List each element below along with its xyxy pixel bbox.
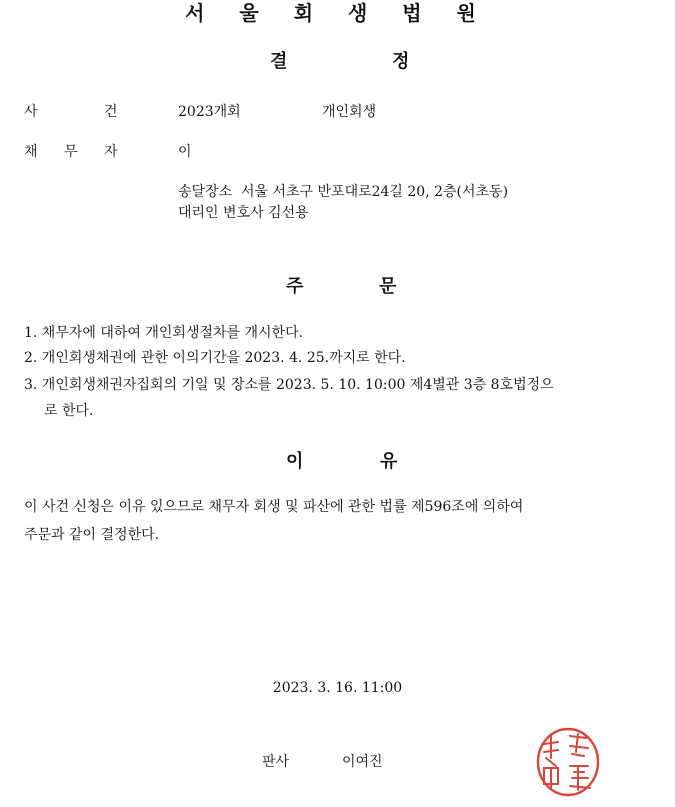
order-heading-left: 주: [286, 276, 304, 297]
reason-text-line-1: 이 사건 신청은 이유 있으므로 채무자 회생 및 파산에 관한 법률 제596조에 의하여: [24, 499, 524, 515]
order-item-2: 2. 개인회생채권에 관한 이의기간을 2023. 4. 25.까지로 한다.: [24, 350, 406, 366]
debtor-label-char-1: 채: [24, 144, 38, 160]
debtor-agent: 대리인 변호사 김선용: [178, 205, 309, 221]
order-heading-right: 문: [379, 276, 397, 297]
reason-heading-right: 유: [380, 451, 398, 472]
case-name: 개인회생: [322, 104, 377, 120]
debtor-label-char-2: 무: [64, 144, 78, 160]
debtor-name: 이: [178, 144, 192, 160]
debtor-label-char-3: 자: [104, 144, 118, 160]
order-item-3-continued: 로 한다.: [44, 403, 94, 419]
judge-title: 판사: [262, 754, 290, 770]
reason-text-line-2: 주문과 같이 결정한다.: [24, 527, 160, 543]
judge-seal-stamp: [534, 726, 602, 798]
doc-title-right: 정: [392, 51, 410, 72]
judge-name: 이여진: [342, 754, 383, 770]
court-name: 서 울 회 생 법 원: [185, 1, 490, 25]
decision-datetime: 2023. 3. 16. 11:00: [272, 680, 403, 696]
case-number: 2023개회: [178, 104, 241, 120]
debtor-address: 송달장소 서울 서초구 반포대로24길 20, 2층(서초동): [178, 184, 509, 200]
order-item-3: 3. 개인회생채권자집회의 기일 및 장소를 2023. 5. 10. 10:00 제4별관 3층 8호법정으: [24, 377, 554, 393]
case-label-char-1: 사: [24, 104, 38, 120]
doc-title-left: 결: [270, 51, 288, 72]
case-label-char-2: 건: [104, 104, 118, 120]
order-item-1: 1. 채무자에 대하여 개인회생절차를 개시한다.: [24, 325, 304, 341]
reason-heading-left: 이: [286, 451, 304, 472]
